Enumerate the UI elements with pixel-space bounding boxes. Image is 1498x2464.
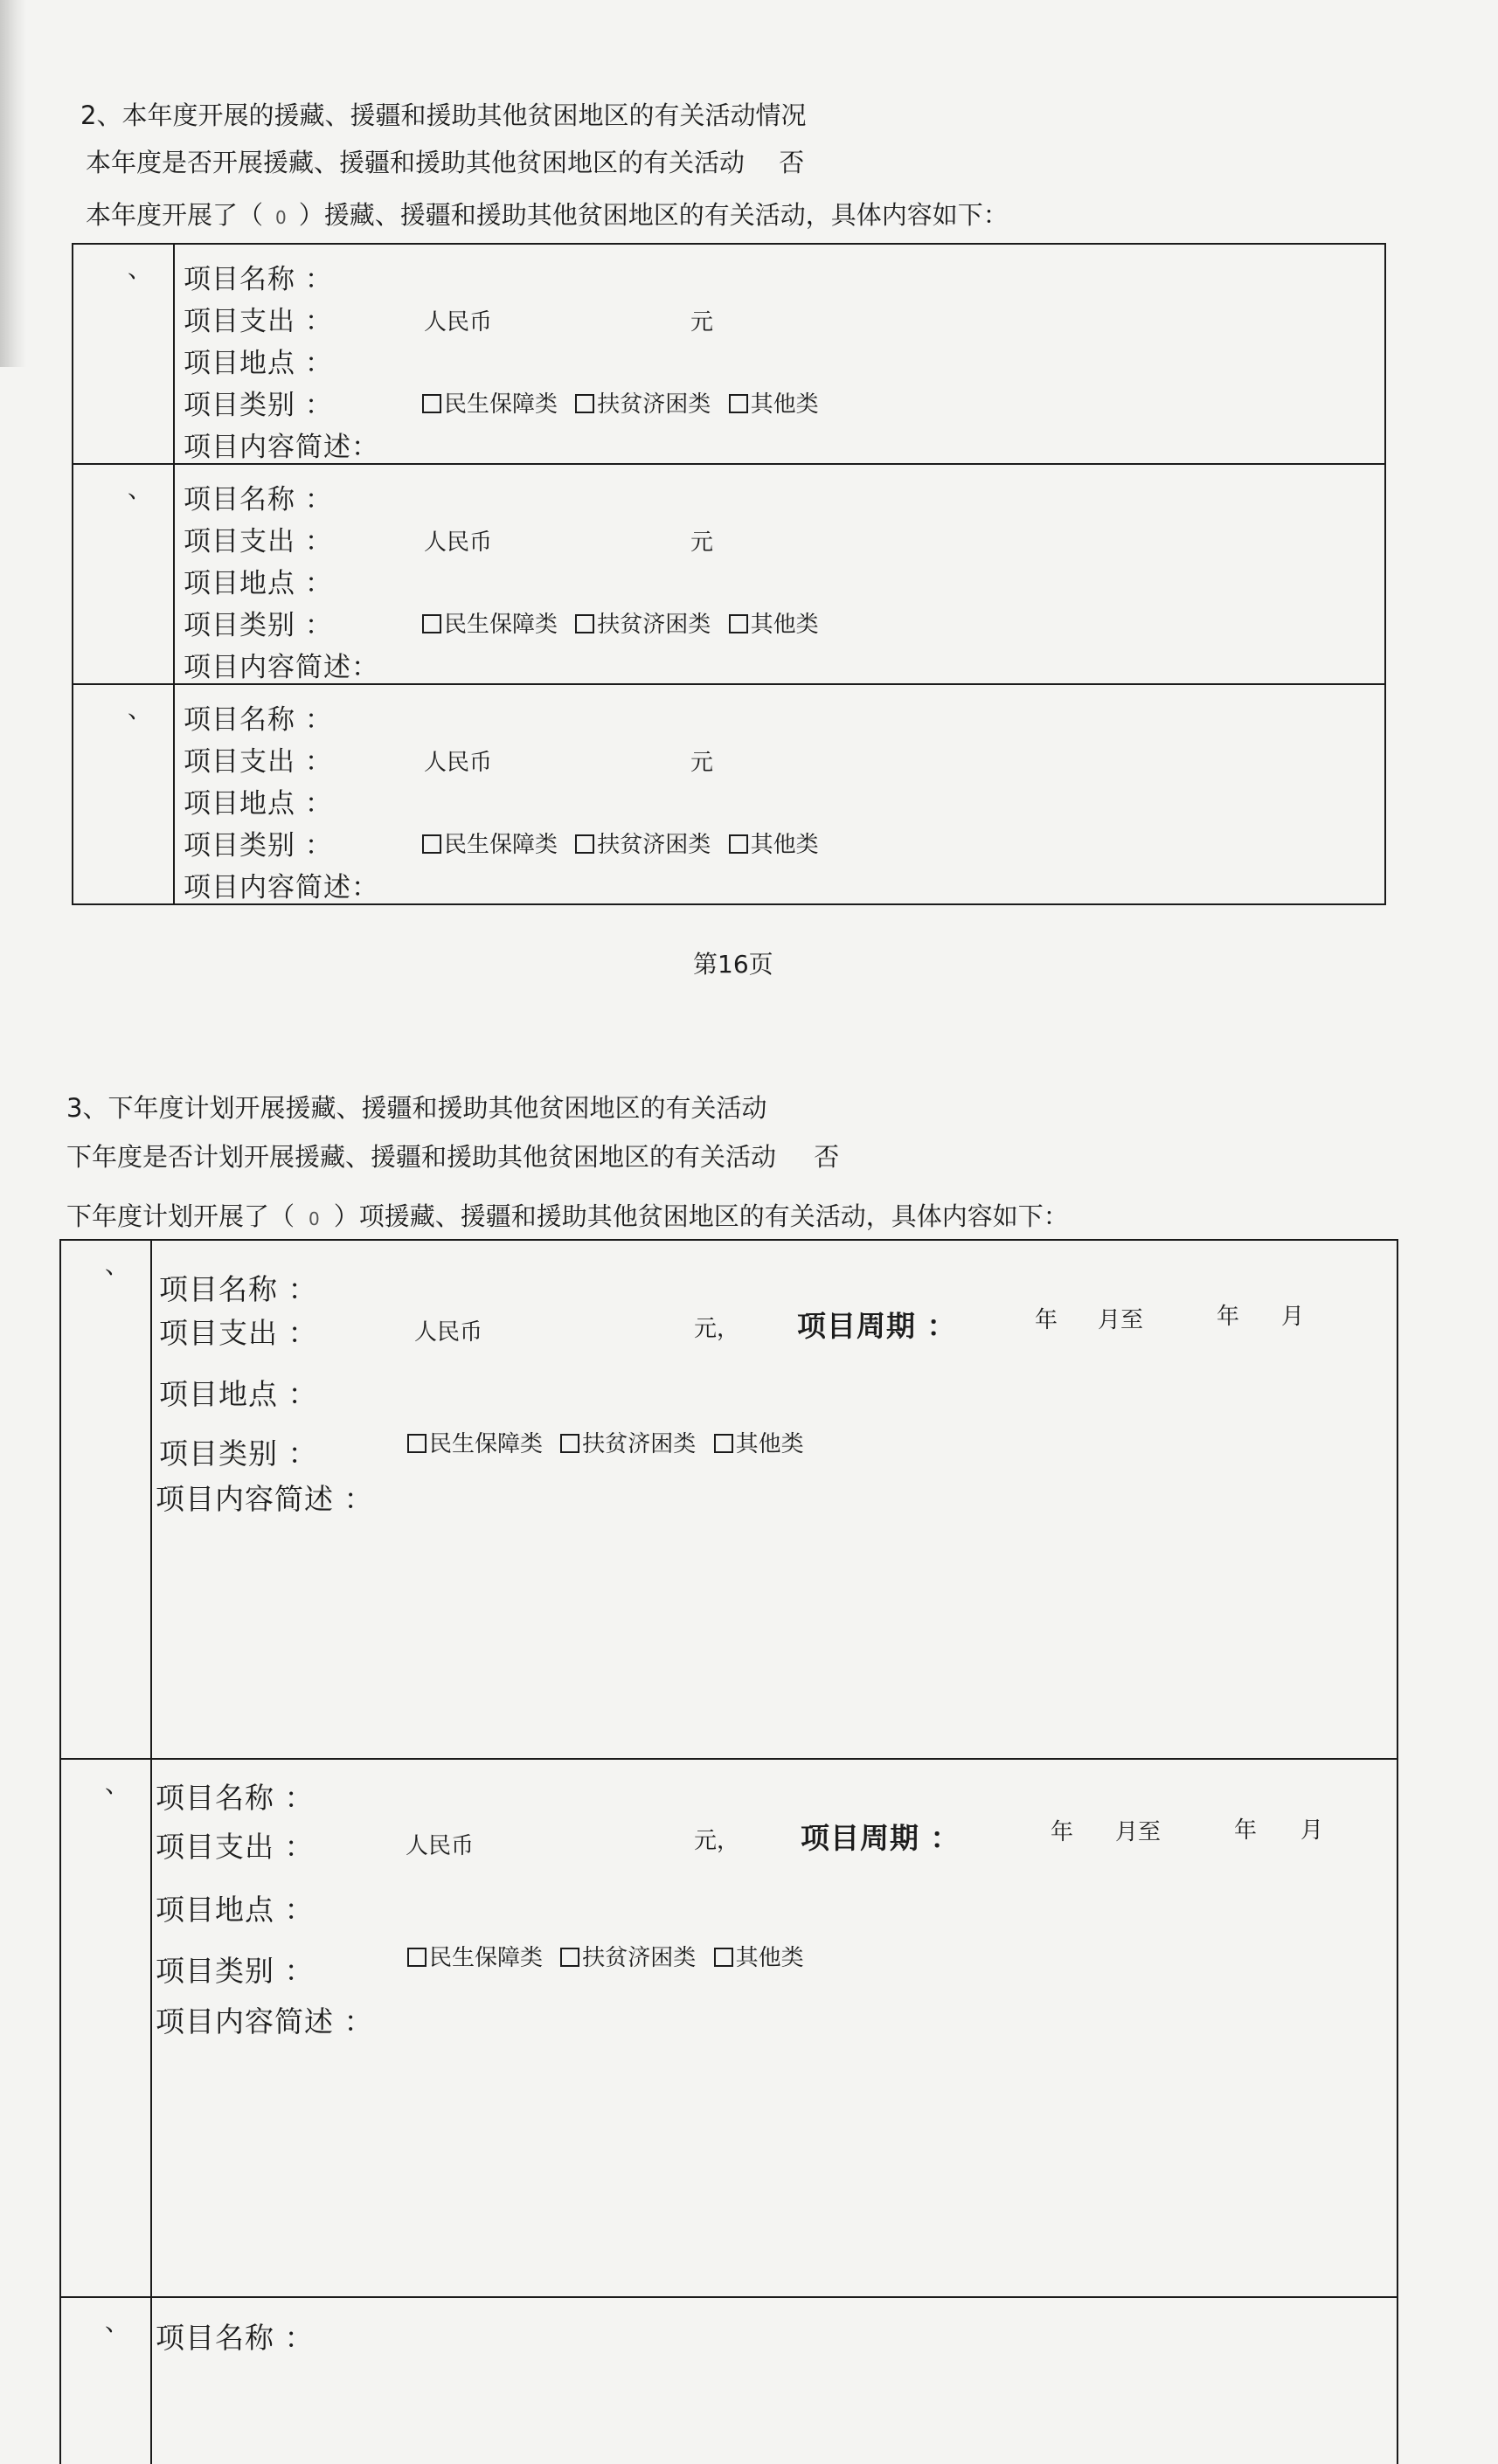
checkbox-minsheng[interactable] <box>407 1948 427 1967</box>
option-minsheng-label: 民生保障类 <box>429 1945 544 1971</box>
section2-count-suffix: ）援藏、援疆和援助其他贫困地区的有关活动，具体内容如下： <box>298 200 1009 230</box>
section2-heading: 2、本年度开展的援藏、援疆和援助其他贫困地区的有关活动情况 <box>80 100 807 130</box>
section2-row <box>73 684 1385 904</box>
section3-row <box>60 2297 1397 2464</box>
unit-yuan: 元 <box>690 750 714 776</box>
currency-label: 人民币 <box>424 309 493 336</box>
project-location-label: 项目地点 ： <box>184 568 333 599</box>
checkbox-other[interactable] <box>729 834 748 854</box>
section3-answer[interactable]: 否 <box>814 1142 840 1172</box>
section3-table <box>59 1239 1398 2464</box>
option-other-label: 其他类 <box>750 612 819 638</box>
option-minsheng-label: 民生保障类 <box>444 612 558 638</box>
period-year-end: 年 <box>1234 1817 1258 1844</box>
option-other-label: 其他类 <box>735 1945 804 1971</box>
project-summary-label: 项目内容简述： <box>184 872 379 903</box>
option-minsheng-label: 民生保障类 <box>429 1431 544 1457</box>
category-options <box>407 1940 815 1972</box>
project-expense-label: 项目支出 ： <box>156 1830 315 1864</box>
period-year-end: 年 <box>1217 1304 1240 1330</box>
option-other-label: 其他类 <box>750 391 819 418</box>
project-summary-label: 项目内容简述 ： <box>156 1482 374 1516</box>
section2-question-text: 本年度是否开展援藏、援疆和援助其他贫困地区的有关活动 <box>86 148 746 177</box>
period-month-to: 月至 <box>1098 1307 1144 1333</box>
section3-heading: 3、下年度计划开展援藏、援疆和援助其他贫困地区的有关活动 <box>66 1093 767 1123</box>
project-period-label: 项目周期 ： <box>797 1309 957 1343</box>
option-minsheng-label: 民生保障类 <box>444 832 558 858</box>
page-number: 第16页 <box>693 950 773 979</box>
project-location-label: 项目地点 ： <box>184 348 333 379</box>
project-summary-label: 项目内容简述： <box>184 652 379 683</box>
option-fupin-label: 扶贫济困类 <box>582 1945 697 1971</box>
row-index: 、 <box>73 684 174 904</box>
project-expense-label: 项目支出 ： <box>159 1316 318 1350</box>
section3-count-value[interactable]: 0 <box>309 1208 320 1229</box>
project-name-label: 项目名称 ： <box>184 484 333 516</box>
section2-answer[interactable]: 否 <box>779 148 805 177</box>
checkbox-minsheng[interactable] <box>422 614 441 633</box>
unit-yuan: 元 <box>690 309 714 336</box>
period-month-to: 月至 <box>1115 1819 1162 1845</box>
currency-label: 人民币 <box>406 1833 475 1859</box>
option-fupin-label: 扶贫济困类 <box>582 1431 697 1457</box>
project-name-label: 项目名称 ： <box>156 2321 315 2355</box>
checkbox-fupin[interactable] <box>560 1434 579 1453</box>
section3-question <box>66 1138 839 1173</box>
section2-row <box>73 464 1385 684</box>
currency-label: 人民币 <box>424 529 493 556</box>
checkbox-fupin[interactable] <box>575 614 594 633</box>
option-fupin-label: 扶贫济困类 <box>597 391 711 418</box>
section3-count-line <box>66 1197 1069 1233</box>
row-index: 、 <box>73 464 174 684</box>
row-index: 、 <box>60 2297 151 2464</box>
project-period-label: 项目周期 ： <box>801 1821 961 1855</box>
checkbox-minsheng[interactable] <box>422 394 441 413</box>
project-expense-label: 项目支出 ： <box>184 306 333 337</box>
period-month-end: 月 <box>1300 1817 1324 1844</box>
project-name-label: 项目名称 ： <box>184 264 333 295</box>
project-name-label: 项目名称 ： <box>156 1781 315 1815</box>
project-summary-label: 项目内容简述 ： <box>156 2004 374 2038</box>
option-fupin-label: 扶贫济困类 <box>597 612 711 638</box>
checkbox-fupin[interactable] <box>560 1948 579 1967</box>
checkbox-minsheng[interactable] <box>422 834 441 854</box>
section2-count-prefix: 本年度开展了（ <box>86 200 264 230</box>
row-index: 、 <box>73 244 174 464</box>
checkbox-minsheng[interactable] <box>407 1434 427 1453</box>
currency-label: 人民币 <box>414 1319 483 1346</box>
project-category-label: 项目类别 ： <box>159 1436 318 1471</box>
project-category-label: 项目类别 ： <box>156 1954 315 1988</box>
section3-count-suffix: ）项援藏、援疆和援助其他贫困地区的有关活动，具体内容如下： <box>333 1201 1069 1231</box>
option-other-label: 其他类 <box>735 1431 804 1457</box>
row-index: 、 <box>60 1759 151 2297</box>
project-name-label: 项目名称 ： <box>159 1272 318 1306</box>
project-expense-label: 项目支出 ： <box>184 526 333 557</box>
project-category-label: 项目类别 ： <box>184 610 333 641</box>
section3-row <box>60 1759 1397 2297</box>
category-options <box>422 827 829 859</box>
unit-yuan: 元 <box>690 529 714 556</box>
category-options <box>422 386 829 419</box>
period-year-start: 年 <box>1051 1819 1074 1845</box>
checkbox-fupin[interactable] <box>575 834 594 854</box>
section3-row <box>60 1240 1397 1759</box>
unit-yuan: 元， <box>694 1828 740 1854</box>
category-options <box>407 1426 815 1458</box>
checkbox-other[interactable] <box>729 614 748 633</box>
period-month-end: 月 <box>1281 1304 1305 1330</box>
project-category-label: 项目类别 ： <box>184 830 333 862</box>
section2-table <box>72 243 1386 905</box>
checkbox-fupin[interactable] <box>575 394 594 413</box>
project-location-label: 项目地点 ： <box>156 1893 315 1927</box>
project-location-label: 项目地点 ： <box>184 788 333 820</box>
category-options <box>422 606 829 639</box>
section2-question <box>86 143 804 179</box>
currency-label: 人民币 <box>424 750 493 776</box>
unit-yuan: 元， <box>694 1316 740 1342</box>
project-expense-label: 项目支出 ： <box>184 746 333 778</box>
option-other-label: 其他类 <box>750 832 819 858</box>
scan-page-edge-shadow <box>0 0 26 367</box>
checkbox-other[interactable] <box>729 394 748 413</box>
project-location-label: 项目地点 ： <box>159 1377 318 1411</box>
row-index: 、 <box>60 1240 151 1759</box>
option-fupin-label: 扶贫济困类 <box>597 832 711 858</box>
section2-count-line <box>86 196 1009 232</box>
project-category-label: 项目类别 ： <box>184 390 333 421</box>
section3-question-text: 下年度是否计划开展援藏、援疆和援助其他贫困地区的有关活动 <box>66 1142 777 1172</box>
project-summary-label: 项目内容简述： <box>184 432 379 463</box>
section3-count-prefix: 下年度计划开展了（ <box>66 1201 295 1231</box>
option-minsheng-label: 民生保障类 <box>444 391 558 418</box>
period-year-start: 年 <box>1035 1307 1058 1333</box>
project-name-label: 项目名称 ： <box>184 704 333 736</box>
checkbox-other[interactable] <box>714 1948 733 1967</box>
section2-row <box>73 244 1385 464</box>
checkbox-other[interactable] <box>714 1434 733 1453</box>
section2-count-value[interactable]: 0 <box>275 207 287 228</box>
